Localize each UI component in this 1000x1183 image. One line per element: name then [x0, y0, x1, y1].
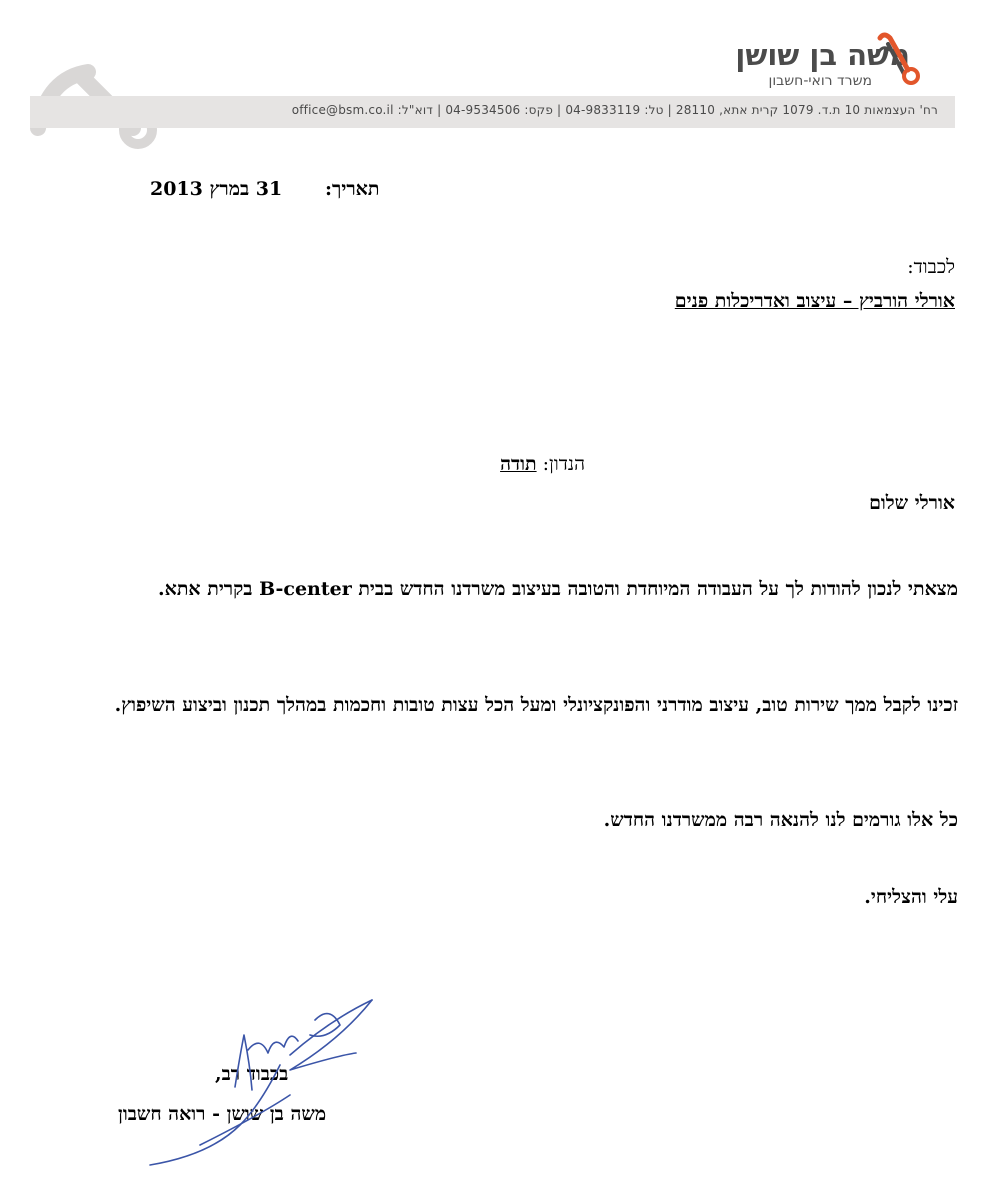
closing-regards: בכבוד רב, [215, 1063, 289, 1085]
date-value: 31 במרץ 2013 [150, 178, 283, 200]
closing-signer: משה בן שושן - רואה חשבון [118, 1103, 327, 1125]
letterhead-name: משה בן שושן [735, 38, 910, 72]
recipient-name: אורלי הורביץ – עיצוב ואדריכלות פנים [674, 290, 955, 312]
paragraph-2: זכינו לקבל ממך שירות טוב, עיצוב מודרני והפונקציונלי ומעל הכל עצות טובות וחכמות במהלך תכנון וביצוע השיפוץ. [114, 694, 958, 716]
subject-value: תודה [500, 453, 537, 475]
date-label: תאריך: [325, 178, 380, 200]
pen-logo-icon [874, 30, 924, 88]
letterhead-subtitle: משרד רואי-חשבון [768, 73, 872, 89]
letterhead-address: רח' העצמאות 10 ת.ד. 1079 קרית אתא, 28110 | טל: 04-9833119 | פקס: 04-9534506 | דוא"ל: office@bsm.co.il [291, 103, 938, 117]
subject-line [500, 453, 585, 476]
recipient-salutation: לכבוד: [907, 256, 955, 278]
paragraph-3: כל אלו גורמים לנו להנאה רבה ממשרדנו החדש. [603, 809, 958, 831]
paragraph-4: עלי והצליחי. [864, 886, 958, 908]
handwritten-signature [140, 995, 390, 1170]
greeting: אורלי שלום [869, 492, 955, 514]
subject-label: הנדון: [542, 453, 585, 475]
paragraph-1: מצאתי לנכון להודות לך על העבודה המיוחדת והטובה בעיצוב משרדנו החדש בבית B-center בקרית אתא. [158, 578, 958, 600]
